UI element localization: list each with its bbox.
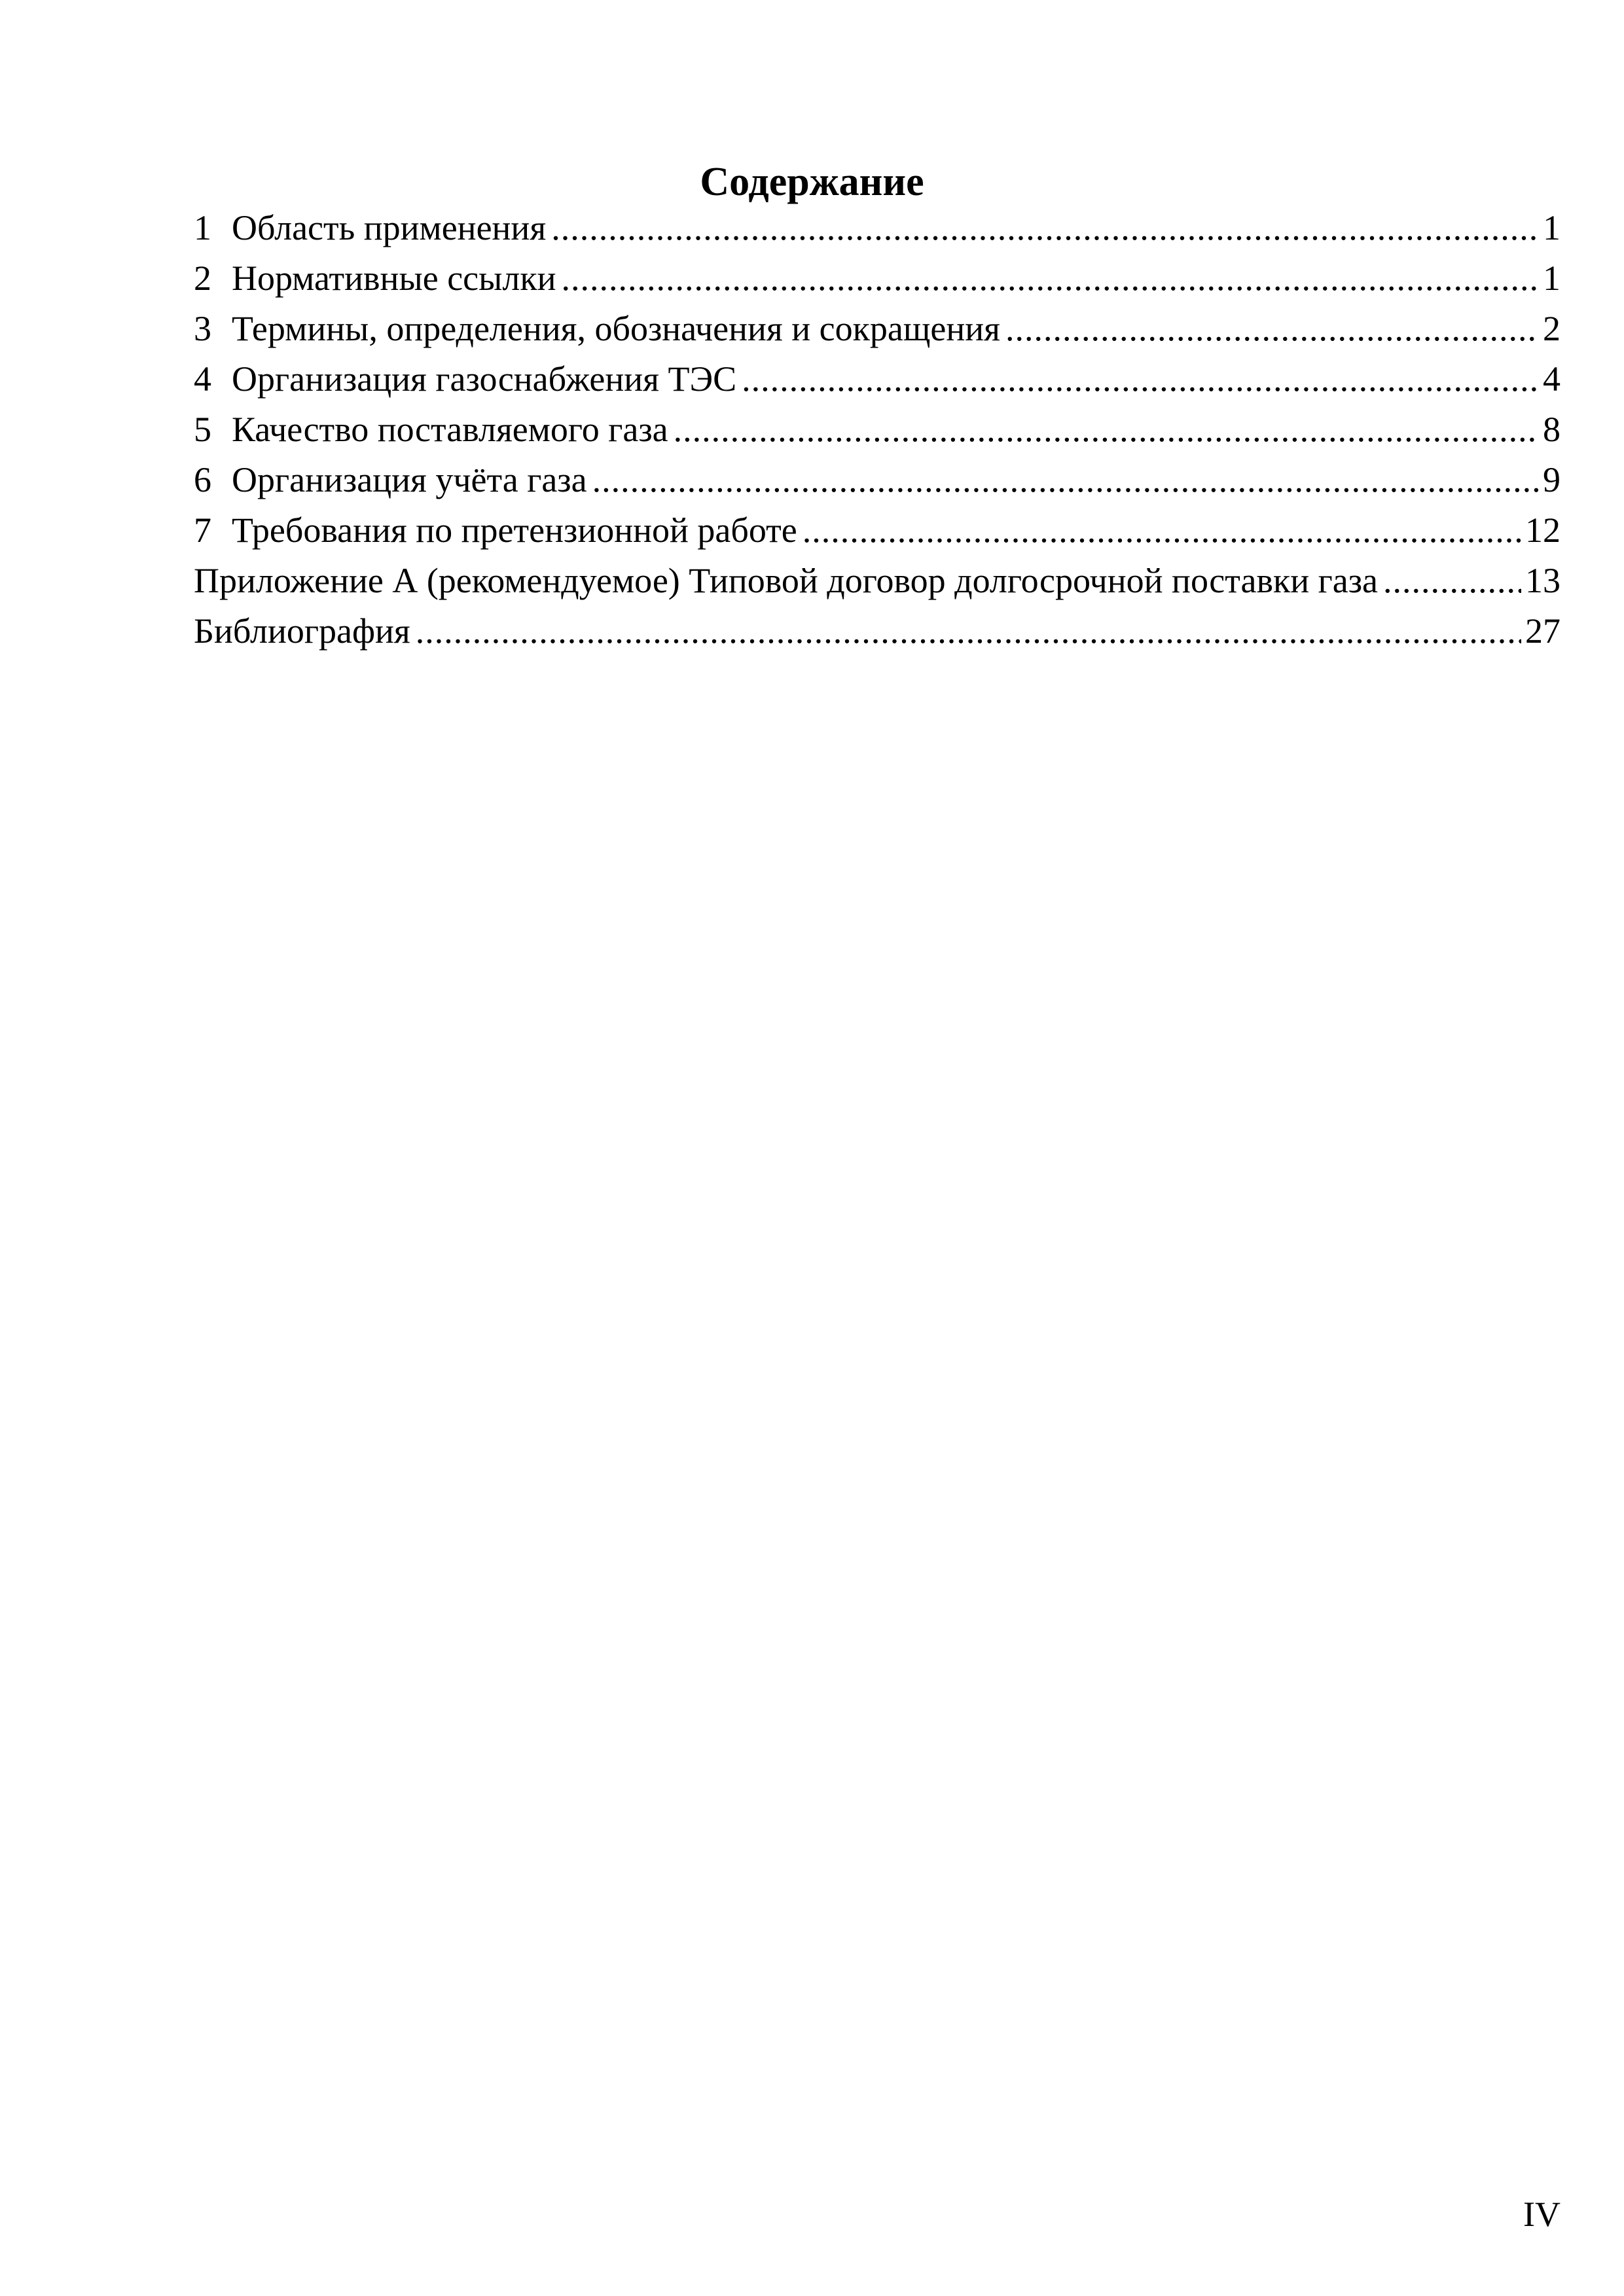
- toc-entry-number: 5: [194, 410, 211, 449]
- toc-dot-leader: [592, 455, 1539, 505]
- toc-entry-page: 2: [1543, 309, 1561, 348]
- toc-entry-number: 1: [194, 208, 211, 247]
- toc-entry-page: 1: [1543, 208, 1561, 247]
- toc-entry-number: 6: [194, 460, 211, 499]
- toc-entry-number: 2: [194, 259, 211, 298]
- toc-entry-title: Требования по претензионной работе: [232, 511, 797, 550]
- toc-entry-page: 12: [1525, 511, 1561, 550]
- toc-entry-page: 9: [1543, 460, 1561, 499]
- toc-title: Содержание: [700, 160, 924, 204]
- toc-entry-title: Качество поставляемого газа: [232, 410, 668, 449]
- toc-entry-page: 13: [1525, 561, 1561, 600]
- toc-entry-page: 27: [1525, 611, 1561, 651]
- toc-entry-page: 1: [1543, 259, 1561, 298]
- toc-entry-2[interactable]: [194, 253, 1561, 304]
- toc-entry-appendix-a[interactable]: [194, 556, 1561, 606]
- toc-entry-title: Приложение А (рекомендуемое) Типовой договор долгосрочной поставки газа: [194, 561, 1379, 600]
- toc-entry-title: Термины, определения, обозначения и сокращения: [232, 309, 1000, 348]
- toc-entry-3[interactable]: [194, 304, 1561, 354]
- toc-entry-4[interactable]: [194, 354, 1561, 404]
- toc-entry-5[interactable]: [194, 404, 1561, 455]
- toc-entry-title: Организация учёта газа: [232, 460, 587, 499]
- toc-entry-7[interactable]: [194, 505, 1561, 556]
- toc-dot-leader: [742, 354, 1539, 404]
- toc-dot-leader: [674, 404, 1539, 455]
- page-number: IV: [1523, 2195, 1561, 2234]
- toc-dot-leader: [1005, 304, 1539, 354]
- toc-entry-1[interactable]: [194, 203, 1561, 253]
- toc-entry-number: 3: [194, 309, 211, 348]
- toc-entry-number: 7: [194, 511, 211, 550]
- toc-dot-leader: [551, 203, 1539, 253]
- toc-entry-title: Область применения: [232, 208, 547, 247]
- toc-entry-title: Организация газоснабжения ТЭС: [232, 359, 737, 399]
- toc-entry-bibliography[interactable]: [194, 606, 1561, 656]
- toc-dot-leader: [803, 505, 1521, 556]
- toc-entry-number: 4: [194, 359, 211, 399]
- toc-entry-title: Библиография: [194, 611, 410, 651]
- toc-entry-title: Нормативные ссылки: [232, 259, 556, 298]
- toc-dot-leader: [562, 253, 1540, 304]
- table-of-contents: [194, 203, 1561, 656]
- toc-dot-leader: [416, 606, 1521, 656]
- toc-entry-page: 4: [1543, 359, 1561, 399]
- toc-entry-6[interactable]: [194, 455, 1561, 505]
- toc-dot-leader: [1383, 556, 1521, 606]
- toc-entry-page: 8: [1543, 410, 1561, 449]
